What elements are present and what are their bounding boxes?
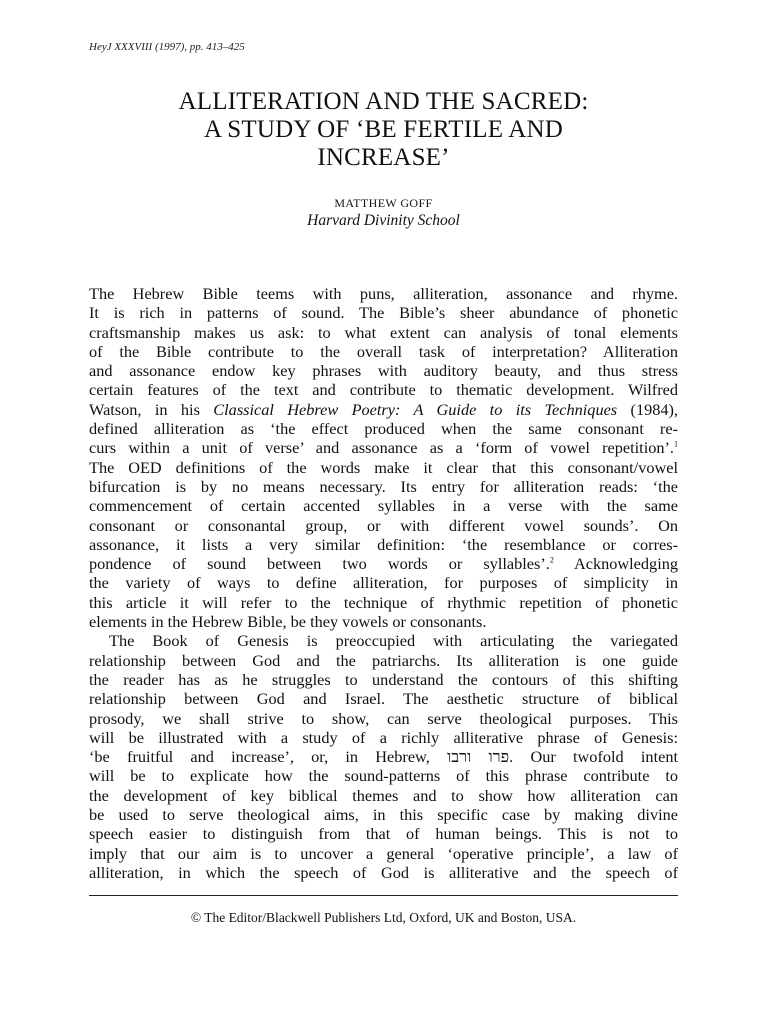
- body-line: relationship between God and the patriarchs. Its alliteration is one guide: [89, 650, 678, 670]
- body-line: [89, 554, 678, 573]
- body-line: bifurcation is by no means necessary. Its entry for alliteration reads: ‘the: [89, 476, 678, 496]
- body-text-segment: Watson, in his: [89, 399, 214, 419]
- article-body: [89, 284, 678, 882]
- body-line: [89, 747, 678, 766]
- author-affiliation: Harvard Divinity School: [307, 212, 460, 229]
- article-title-line-3: INCREASE’: [317, 144, 450, 171]
- paragraph-start-line: The Book of Genesis is preoccupied with articulating the variegated: [109, 631, 678, 651]
- body-line: [89, 438, 678, 457]
- body-line: The Hebrew Bible teems with puns, alliteration, assonance and rhyme.: [89, 284, 678, 303]
- body-line: It is rich in patterns of sound. The Bible’s sheer abundance of phonetic: [89, 303, 678, 323]
- body-line: imply that our aim is to uncover a general ‘operative principle’, a law of: [89, 843, 678, 863]
- body-line: The OED definitions of the words make it clear that this consonant/vowel: [89, 457, 678, 477]
- body-line: the reader has as he struggles to understand the contours of this shifting: [89, 669, 678, 689]
- body-line: this article it will refer to the technique of rhythmic repetition of phonetic: [89, 592, 678, 612]
- body-text-segment: ‘be fruitful and increase’, or, in Hebrew,: [89, 747, 448, 767]
- body-line: will be illustrated with a study of a richly alliterative phrase of Genesis:: [89, 727, 678, 747]
- body-line: and assonance endow key phrases with auditory beauty, and thus stress: [89, 361, 678, 381]
- body-line: consonant or consonantal group, or with different vowel sounds’. On: [89, 515, 678, 535]
- body-line: alliteration, in which the speech of God is alliterative and the speech of: [89, 862, 678, 882]
- body-line: be used to serve theological aims, in this specific case by making divine: [89, 805, 678, 825]
- book-title: Classical Hebrew Poetry: A Guide to its Techniques: [213, 399, 618, 419]
- body-line: certain features of the text and contribute to thematic development. Wilfred: [89, 380, 678, 400]
- copyright-footer: © The Editor/Blackwell Publishers Ltd, Oxford, UK and Boston, USA.: [190, 910, 577, 925]
- body-line: prosody, we shall strive to show, can serve theological purposes. This: [89, 708, 678, 728]
- body-text-segment: Acknowledging: [553, 554, 678, 574]
- body-line: defined alliteration as ‘the effect produced when the same consonant re-: [89, 419, 678, 439]
- body-line: will be to explicate how the sound-patterns of this phrase contribute to: [89, 766, 678, 786]
- body-line: relationship between God and Israel. The aesthetic structure of biblical: [89, 689, 678, 709]
- body-text-segment: pondence of sound between two words or syllables’.: [89, 554, 550, 574]
- footer-divider: [89, 895, 678, 896]
- body-line: [89, 400, 678, 419]
- body-text-segment: . Our twofold intent: [509, 747, 678, 767]
- body-line: of the Bible contribute to the overall task of interpretation? Alliteration: [89, 341, 678, 361]
- body-line: the development of key biblical themes and to show how alliteration can: [89, 785, 678, 805]
- article-header: [89, 88, 678, 231]
- footnote-marker-2[interactable]: 2: [549, 555, 554, 565]
- body-line: elements in the Hebrew Bible, be they vowels or consonants.: [89, 612, 487, 632]
- journal-reference: HeyJ XXXVIII (1997), pp. 413–425: [89, 41, 245, 53]
- footnote-marker-1[interactable]: 1: [674, 439, 678, 449]
- author-name: MATTHEW GOFF: [334, 196, 433, 210]
- body-text-segment: curs within a unit of verse’ and assonance as a ‘form of vowel repetition’.: [89, 438, 674, 458]
- body-line: assonance, it lists a very similar definition: ‘the resemblance or corres-: [89, 534, 678, 554]
- body-line: commencement of certain accented syllables in a verse with the same: [89, 496, 678, 516]
- article-title-line-1: ALLITERATION AND THE SACRED:: [178, 88, 589, 115]
- hebrew-phrase: פרו ורבו: [447, 747, 510, 767]
- body-line: speech easier to distinguish from that of human beings. This is not to: [89, 824, 678, 844]
- body-text-segment: (1984),: [617, 399, 679, 419]
- article-title-line-2: A STUDY OF ‘BE FERTILE AND: [203, 116, 564, 143]
- body-line: the variety of ways to define alliteration, for purposes of simplicity in: [89, 573, 678, 593]
- body-line: craftsmanship makes us ask: to what extent can analysis of tonal elements: [89, 322, 678, 342]
